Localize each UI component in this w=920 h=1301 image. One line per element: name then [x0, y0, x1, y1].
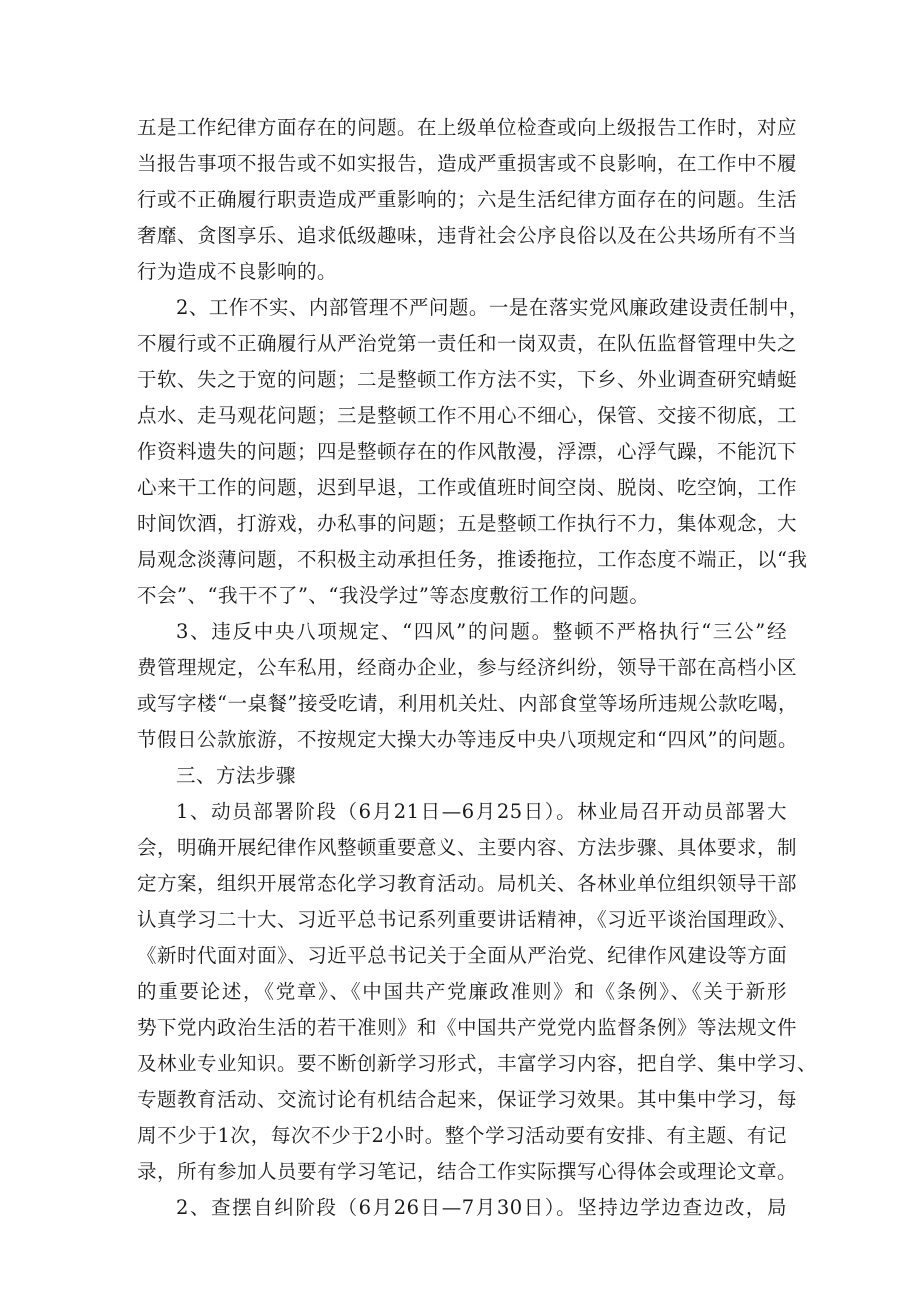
paragraph-heading-mobilization: 1、动员部署阶段（6月21日—6月25日）。林业局召开动员部署大	[176, 800, 787, 823]
text-line: 当报告事项不报告或不如实报告，造成严重损害或不良影响，在工作中不履	[137, 152, 798, 175]
text-line: 时间饮酒，打游戏，办私事的问题；五是整顿工作执行不力，集体观念，大	[137, 512, 798, 535]
text-line: 《新时代面对面》、习近平总书记关于全面从严治党、纪律作风建设等方面	[137, 944, 788, 967]
text-line: 会，明确开展纪律作风整顿重要意义、主要内容、方法步骤、具体要求，制	[137, 836, 798, 859]
paragraph-heading-work: 2、工作不实、内部管理不严问题。一是在落实党风廉政建设责任制中，	[176, 296, 809, 319]
paragraph-heading-self-check: 2、查摆自纠阶段（6月26日—7月30日）。坚持边学边查边改，局	[176, 1196, 787, 1219]
text-line: 作资料遗失的问题；四是整顿存在的作风散漫，浮漂，心浮气躁，不能沉下	[137, 440, 798, 463]
text-line: 局观念淡薄问题，不积极主动承担任务，推诿拖拉，工作态度不端正，以“我	[137, 548, 808, 571]
text-line: 点水、走马观花问题；三是整顿工作不用心不细心，保管、交接不彻底，工	[137, 404, 798, 427]
text-line: 行或不正确履行职责造成严重影响的；六是生活纪律方面存在的问题。生活	[137, 188, 798, 211]
text-line: 不履行或不正确履行从严治党第一责任和一岗双责，在队伍监督管理中失之	[137, 332, 798, 355]
text-line: 行为造成不良影响的。	[137, 260, 338, 283]
text-line: 奢靡、贪图享乐、追求低级趣味，违背社会公序良俗以及在公共场所有不当	[137, 224, 798, 247]
text-line: 于软、失之于宽的问题；二是整顿工作方法不实，下乡、外业调查研究蜻蜓	[137, 368, 798, 391]
section-heading-methods: 三、方法步骤	[176, 764, 297, 787]
text-line: 定方案，组织开展常态化学习教育活动。局机关、各林业单位组织领导干部	[137, 872, 798, 895]
text-line: 专题教育活动、交流讨论有机结合起来，保证学习效果。其中集中学习，每	[137, 1088, 798, 1111]
text-line: 认真学习二十大、习近平总书记系列重要讲话精神，《习近平谈治国理政》、	[137, 908, 798, 931]
text-line: 或写字楼“一桌餐”接受吃请，利用机关灶、内部食堂等场所违规公款吃喝，	[137, 692, 798, 715]
text-line: 周不少于1次，每次不少于2小时。整个学习活动要有安排、有主题、有记	[137, 1124, 787, 1147]
text-line: 不会”、“我干不了”、“我没学过”等态度敷衍工作的问题。	[137, 584, 650, 607]
text-line: 节假日公款旅游，不按规定大操大办等违反中央八项规定和“四风”的问题。	[137, 728, 798, 751]
text-line: 五是工作纪律方面存在的问题。在上级单位检查或向上级报告工作时，对应	[137, 116, 798, 139]
text-line: 费管理规定，公车私用，经商办企业，参与经济纠纷，领导干部在高档小区	[137, 656, 798, 679]
text-line: 录，所有参加人员要有学习笔记，结合工作实际撰写心得体会或理论文章。	[137, 1160, 798, 1183]
text-line: 心来干工作的问题，迟到早退，工作或值班时间空岗、脱岗、吃空饷，工作	[137, 476, 798, 499]
text-line: 及林业专业知识。要不断创新学习形式，丰富学习内容，把自学、集中学习、	[137, 1052, 818, 1075]
text-line: 的重要论述，《党章》、《中国共产党廉政准则》和《条例》、《关于新形	[137, 980, 787, 1003]
paragraph-heading-regulations: 3、违反中央八项规定、“四风”的问题。整顿不严格执行“三公”经	[176, 620, 787, 643]
text-line: 势下党内政治生活的若干准则》和《中国共产党党内监督条例》等法规文件	[137, 1016, 798, 1039]
